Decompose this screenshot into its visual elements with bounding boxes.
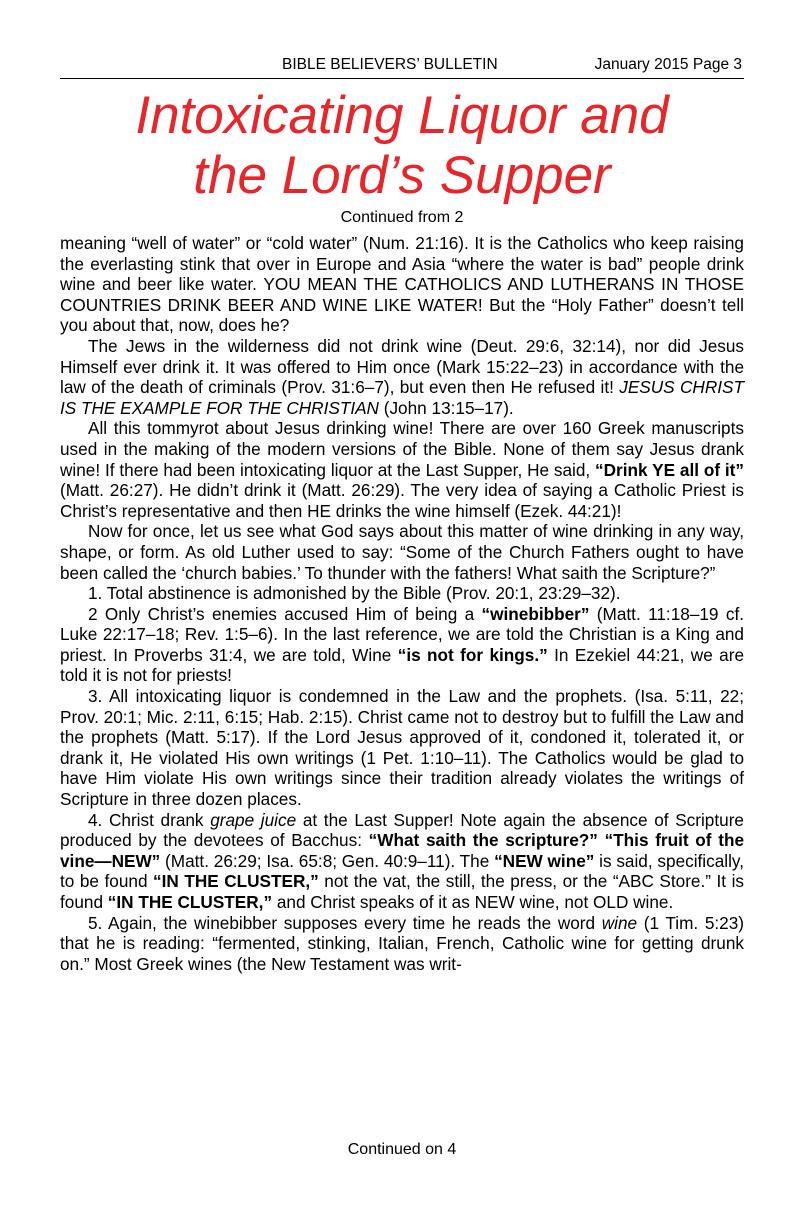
text-run: 4. Christ drank [88, 809, 211, 830]
article-title [60, 86, 744, 206]
continued-on-note: Continued on 4 [347, 1141, 457, 1158]
bold-text: “winebibber” [481, 603, 590, 624]
paragraph [60, 686, 744, 810]
text-run: 3. All intoxicating liquor is condemned in the Law and the prophets. (Isa. 5:11, 22; Prov. 20:1; Mic. 2:11, 6:15; Hab. 2:15). Christ came not to destroy but to fulfill the Law and the prophets (Matt. 5:17). If the Lord Jesus approved of it, condoned it, tolerated it, or drank it, He violated His own writings (1 Pet. 1:10–11). The Catholics would be glad to have Him violate His own writings since their tradition already violates the writings of Scripture in three dozen places. [60, 686, 744, 810]
text-run: 5. Again, the winebibber supposes every time he reads the word [88, 912, 602, 933]
bold-text: “What saith the scripture?” “This fruit of the vine—NEW” [60, 830, 745, 871]
text-run: (Matt. 26:29; Isa. 65:8; Gen. 40:9–11). The [160, 850, 495, 871]
text-run: Now for once, let us see what God says about this matter of wine drinking in any way, shape, or form. As old Luther used to say: “Some of the Church Fathers ought to have been called the ‘church babies.’ To thunder with the fathers! What saith the Scripture?” [60, 521, 744, 583]
paragraph [60, 604, 744, 686]
bold-text: “IN THE CLUSTER,” [107, 892, 273, 912]
paragraph [60, 521, 744, 583]
continued-from-note: Continued from 2 [340, 209, 464, 226]
text-run: is said, specifically, to be found [60, 850, 745, 892]
text-run: (Matt. 26:27). He didn’t drink it (Matt. 26:29). The very idea of saying a Catholic Priest is Christ’s representative and then HE drinks the wine himself (Ezek. 44:21)! [60, 480, 744, 521]
publication-name: BIBLE BELIEVERS’ BULLETIN [282, 56, 498, 73]
paragraph [60, 913, 744, 975]
text-run: (1 Tim. 5:23) that he is reading: “fermented, stinking, Italian, French, Catholic wine for getting drunk on.” Most Greek wines (the New Testament was writ- [60, 912, 744, 974]
running-header [60, 56, 744, 79]
bold-text: “is not for kings.” [397, 644, 548, 665]
italic-text: wine [601, 912, 638, 933]
paragraph [60, 418, 744, 521]
bold-text: “IN THE CLUSTER,” [153, 871, 319, 892]
article-title-line-1: Intoxicating Liquor and [135, 86, 669, 145]
text-run: The Jews in the wilderness did not drink wine (Deut. 29:6, 32:14), nor did Jesus Himself ever drink it. It was offered to Him once (Mark 15:22–23) in accordance with the law of the death of criminals (Prov. 31:6–7), but even then He refused it! [60, 335, 744, 398]
text-run: not the vat, the still, the press, or the “ABC Store.” It is found [60, 871, 744, 912]
italic-text: grape juice [210, 809, 297, 830]
text-run: In Ezekiel 44:21, we are told it is not for priests! [60, 644, 745, 686]
paragraph [60, 810, 744, 913]
article-title-line-2: the Lord’s Supper [193, 146, 611, 205]
text-run: at the Last Supper! Note again the absence of Scripture produced by the devotees of Bacchus: [60, 809, 744, 851]
italic-text: JESUS CHRIST IS THE EXAMPLE FOR THE CHRISTIAN [60, 377, 744, 418]
article-body [60, 233, 744, 974]
bold-text: “Drink YE all of it” [595, 459, 745, 480]
bold-text: “NEW wine” [494, 850, 595, 871]
text-run: (Matt. 11:18–19 cf. Luke 22:17–18; Rev. 1:5–6). In the last reference, we are told the Christian is a King and priest. In Proverbs 31:4, we are told, Wine [60, 603, 744, 665]
text-run: 2 Only Christ’s enemies accused Him of being a [88, 603, 482, 624]
text-run: meaning “well of water” or “cold water” (Num. 21:16). It is the Catholics who keep raising the everlasting stink that over in Europe and Asia “where the water is bad” people drink wine and beer like water. YOU MEAN THE CATHOLICS AND LUTHERANS IN THOSE COUNTRIES DRINK BEER AND WINE LIKE WATER! But the “Holy Father” doesn’t tell you about that, now, does he? [60, 233, 744, 336]
paragraph [60, 583, 744, 604]
text-run: (John 13:15–17). [378, 397, 514, 418]
text-run: 1. Total abstinence is admonished by the Bible (Prov. 20:1, 23:29–32). [88, 583, 621, 604]
paragraph [60, 336, 744, 418]
text-run: All this tommyrot about Jesus drinking wine! There are over 160 Greek manuscripts used in the making of the modern versions of the Bible. None of them say Jesus drank wine! If there had been intoxicating liquor at the Last Supper, He said, [60, 418, 744, 480]
text-run: and Christ speaks of it as NEW wine, not OLD wine. [272, 892, 674, 912]
paragraph [60, 233, 744, 336]
issue-date-page: January 2015 Page 3 [594, 56, 742, 73]
